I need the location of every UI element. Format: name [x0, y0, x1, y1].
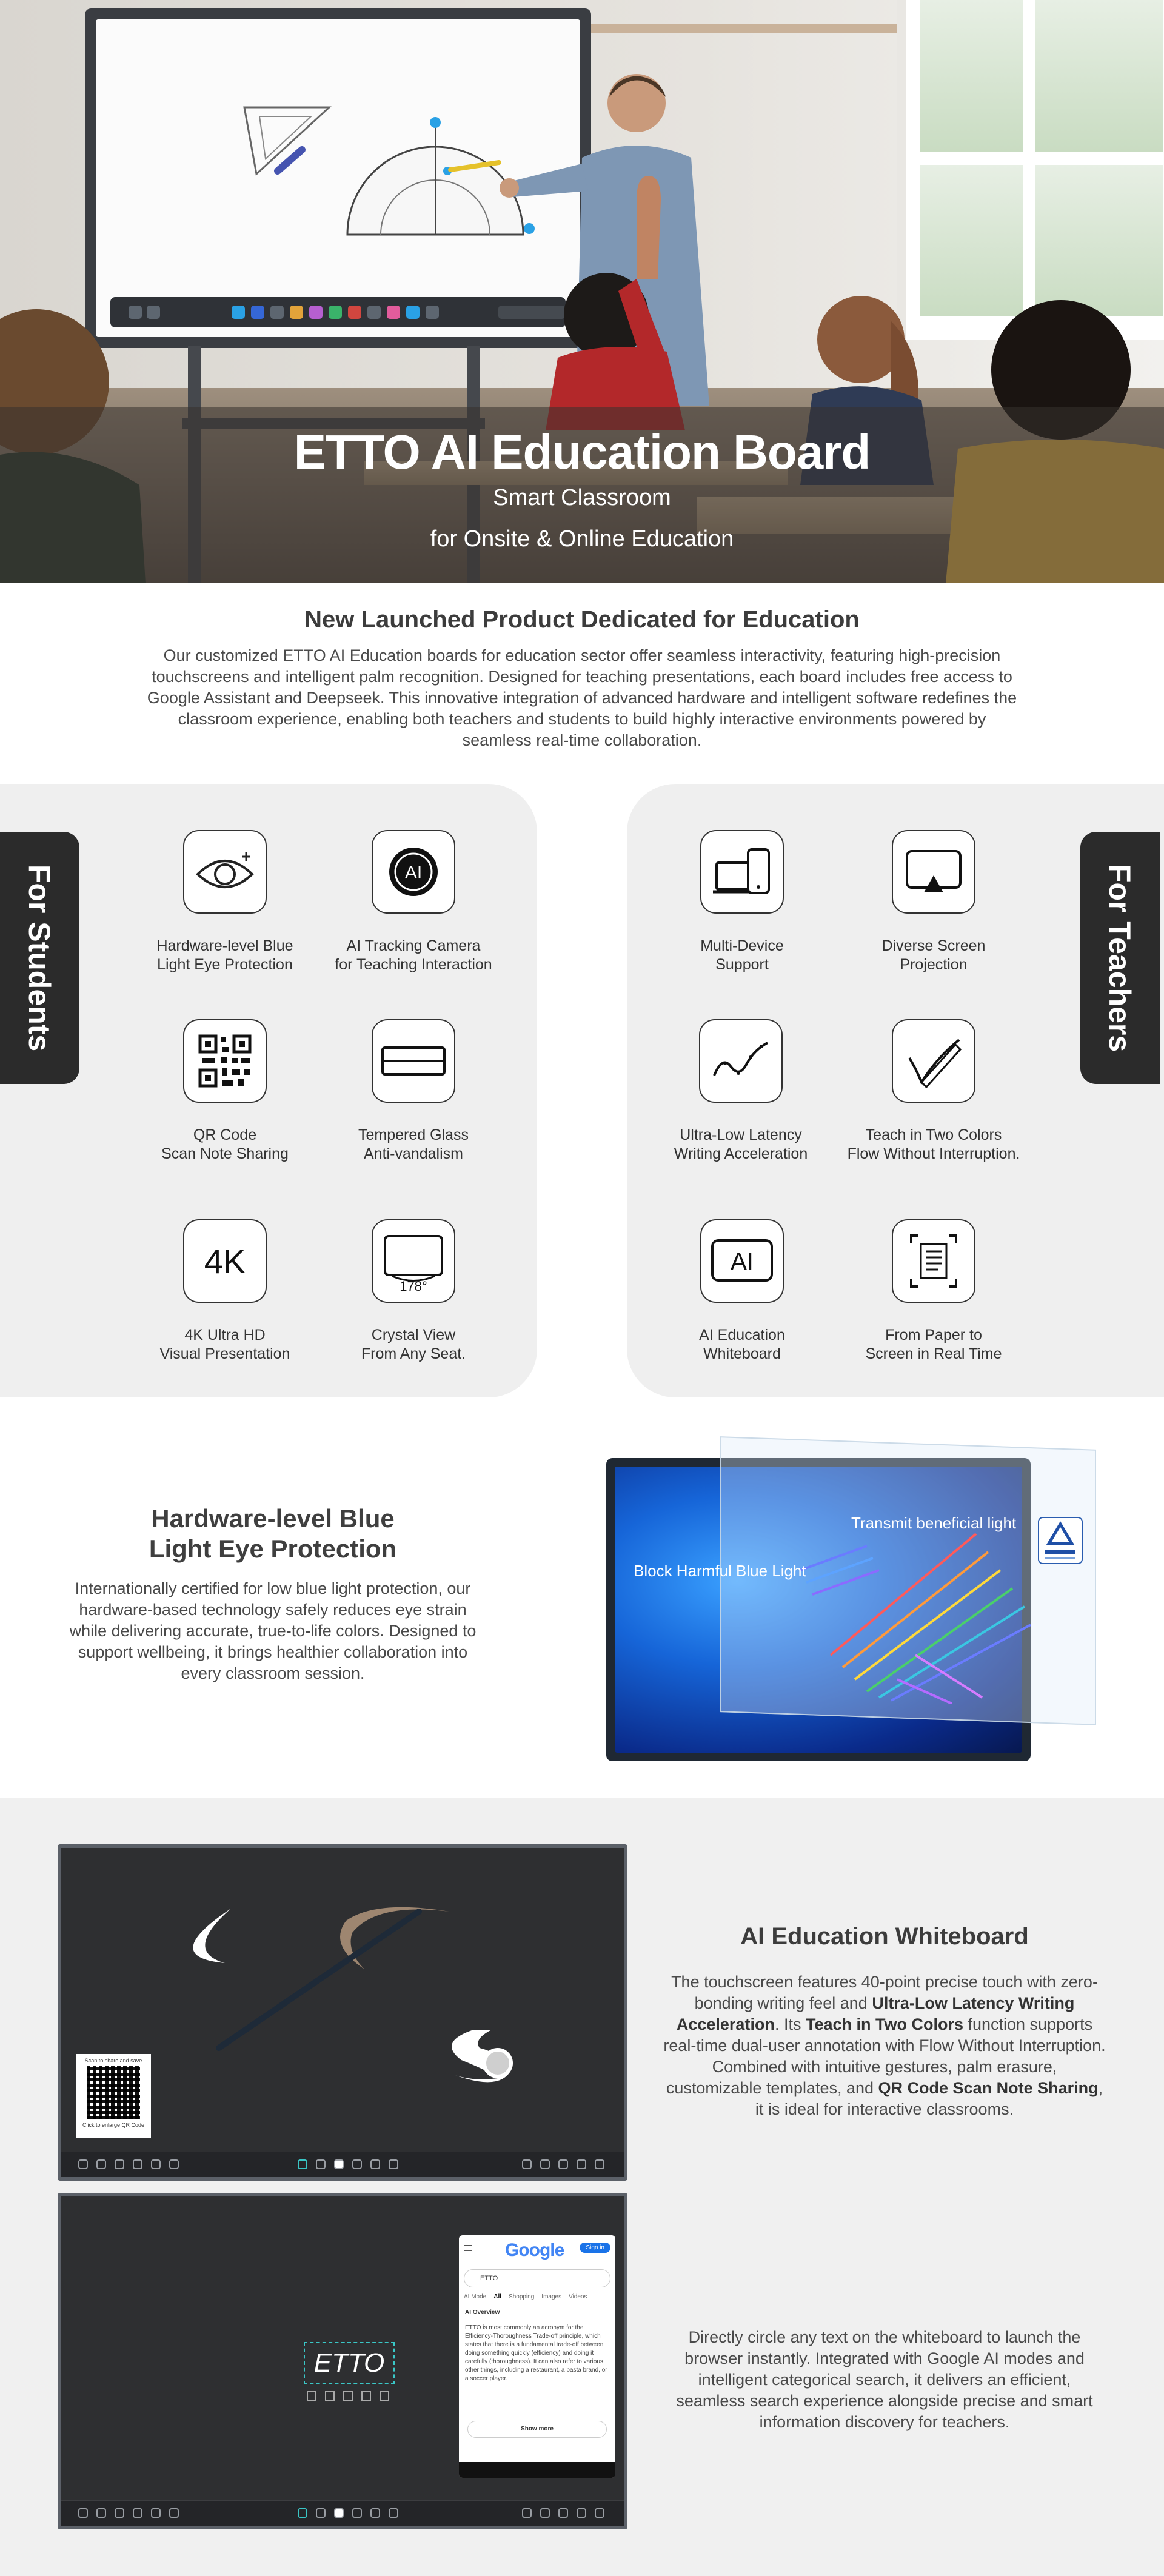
- multi-device-icon: [700, 830, 784, 914]
- bold-run: Teach in Two Colors: [805, 2015, 963, 2033]
- qr-share-card[interactable]: [76, 2054, 151, 2138]
- search-tabs: [464, 2293, 610, 2300]
- feature-label: Hardware-level Blue: [156, 937, 293, 954]
- toolbar-button[interactable]: [558, 2159, 568, 2169]
- text-run: , it is ideal for interactive classrooms.: [755, 2079, 1103, 2118]
- qr-code-icon: [87, 2066, 140, 2119]
- search-input[interactable]: ETTO: [464, 2269, 610, 2287]
- feature-multi-device: [651, 830, 833, 974]
- toolbar-button[interactable]: [78, 2159, 88, 2169]
- feature-ai-whiteboard: [651, 1219, 833, 1363]
- tab-for-students-label: For Students: [22, 864, 57, 1052]
- toolbar-button[interactable]: [558, 2508, 568, 2518]
- google-search-window: [459, 2235, 615, 2478]
- toolbar-button[interactable]: [595, 2159, 604, 2169]
- feature-label: QR Code: [193, 1126, 257, 1143]
- whiteboard-screen-1: [58, 1844, 627, 2181]
- hero-title: ETTO AI Education Board: [293, 425, 871, 479]
- feature-label: Multi-Device: [700, 937, 784, 954]
- ai-overview-answer: ETTO is most commonly an acronym for the Efficiency-Thoroughness Trade-off principle, which states that there is a fundamental trade-off between doing something quickly (efficiency) and doing it carefully (thoroughness). It can also refer to various other things, including a restaurant, a pasta brand, or a soccer player.: [465, 2324, 607, 2382]
- blue-light-title-line: Hardware-level Blue: [151, 1504, 395, 1533]
- browser-bottom-bar: [459, 2462, 615, 2478]
- intro-text: Our customized ETTO AI Education boards for education sector offer seamless interactivity, featuring high-precision touchscreens and intelligent palm recognition. Designed for teaching presentations, each board includes free access to Google Assistant and Deepseek. This innovative integration of advanced hardware and intelligent software redefines the classroom experience, enabling both teachers and students to build highly interactive environments powered by seamless real-time collaboration.: [147, 646, 1017, 749]
- toolbar-button[interactable]: [389, 2508, 398, 2518]
- hero-banner: [0, 0, 1164, 583]
- feature-label: for Teaching Interaction: [335, 956, 492, 973]
- feature-tempered-glass: [323, 1019, 504, 1163]
- certification-badge-icon: [1038, 1517, 1083, 1564]
- student-raising-hand: [546, 176, 740, 430]
- feature-label: Scan Note Sharing: [161, 1145, 289, 1162]
- hero-subtitle-1: Smart Classroom: [493, 485, 671, 510]
- google-logo: [505, 2240, 564, 2261]
- toolbar-button[interactable]: [169, 2159, 179, 2169]
- tempered-glass-icon: [372, 1019, 455, 1103]
- toolbar-button[interactable]: [169, 2508, 179, 2518]
- selection-menu-icon[interactable]: [304, 2389, 401, 2405]
- toolbar-button[interactable]: [78, 2508, 88, 2518]
- 178-icon-text: 178°: [400, 1279, 427, 1294]
- whiteboard-text-1: [663, 1972, 1106, 2120]
- blue-light-title-line: Light Eye Protection: [149, 1534, 397, 1563]
- feature-label: Crystal View: [371, 1326, 456, 1343]
- feature-4k: [134, 1219, 316, 1363]
- feature-label: Flow Without Interruption.: [847, 1145, 1020, 1162]
- toolbar-button[interactable]: [133, 2508, 142, 2518]
- qr-caption-2: Click to enlarge QR Code: [82, 2122, 145, 2128]
- toolbar-button[interactable]: [133, 2159, 142, 2169]
- whiteboard-title: AI Education Whiteboard: [740, 1923, 1029, 1950]
- screen-projection-icon: [892, 830, 975, 914]
- qr-code-icon: [183, 1019, 267, 1103]
- feature-label: 4K Ultra HD: [184, 1326, 266, 1343]
- toolbar-button[interactable]: [96, 2508, 106, 2518]
- tab-ai-mode[interactable]: AI Mode: [464, 2293, 487, 2300]
- toolbar-button[interactable]: [540, 2159, 550, 2169]
- blue-light-title: [67, 1504, 479, 1564]
- feature-label: Writing Acceleration: [674, 1145, 808, 1162]
- feature-paper-to-screen: [843, 1219, 1025, 1363]
- toolbar-button[interactable]: [334, 2508, 344, 2518]
- text-run: function supports real-time dual-user annotation with Flow Without Interruption. Combined with intuitive gestures, palm erasure, customizable templates, and: [663, 2015, 1106, 2097]
- ai-icon-text: AI: [404, 863, 423, 883]
- feature-label: Tempered Glass: [358, 1126, 469, 1143]
- feature-label: AI Tracking Camera: [346, 937, 481, 954]
- feature-label: Screen in Real Time: [865, 1345, 1002, 1362]
- toolbar-button[interactable]: [151, 2159, 161, 2169]
- toolbar-button[interactable]: [316, 2508, 326, 2518]
- tab-videos[interactable]: Videos: [569, 2293, 587, 2300]
- block-blue-light-label: Block Harmful Blue Light: [634, 1562, 806, 1580]
- ai-camera-icon: [372, 830, 455, 914]
- show-more-button[interactable]: Show more: [467, 2421, 607, 2438]
- feature-label: Anti-vandalism: [364, 1145, 463, 1162]
- menu-icon[interactable]: [464, 2245, 472, 2251]
- feature-label: Ultra-Low Latency: [680, 1126, 802, 1143]
- bold-run: QR Code Scan Note Sharing: [878, 2079, 1099, 2097]
- text-run: The touchscreen features 40-point precise touch with zero-bonding writing feel and: [671, 1973, 1098, 2012]
- feature-label: Whiteboard: [703, 1345, 781, 1362]
- toolbar-button[interactable]: [577, 2159, 586, 2169]
- feature-qr-code: [134, 1019, 316, 1163]
- wall-rail: [582, 24, 921, 33]
- 4k-icon-text: 4K: [204, 1242, 246, 1280]
- toolbar-button[interactable]: [96, 2159, 106, 2169]
- toolbar-button[interactable]: [115, 2508, 124, 2518]
- feature-label: Support: [715, 956, 769, 973]
- toolbar-button[interactable]: [316, 2159, 326, 2169]
- tab-for-teachers-label: For Teachers: [1103, 863, 1137, 1052]
- qr-caption: Scan to share and save: [84, 2058, 142, 2064]
- toolbar-button[interactable]: [577, 2508, 586, 2518]
- whiteboard-screen-2: [58, 2193, 627, 2529]
- tab-shopping[interactable]: Shopping: [509, 2293, 535, 2300]
- toolbar-button[interactable]: [352, 2159, 362, 2169]
- feature-blue-light: [134, 830, 316, 974]
- ai-board-icon-text: AI: [731, 1248, 754, 1275]
- toolbar-button[interactable]: [522, 2159, 532, 2169]
- two-colors-icon: [892, 1019, 975, 1103]
- tab-for-students: [0, 832, 79, 1084]
- feature-label: Light Eye Protection: [157, 956, 293, 973]
- toolbar-button[interactable]: [595, 2508, 604, 2518]
- feature-label: Projection: [900, 956, 968, 973]
- toolbar-button[interactable]: [151, 2508, 161, 2518]
- toolbar-button[interactable]: [389, 2159, 398, 2169]
- feature-crystal-view: [323, 1219, 504, 1363]
- text-run: . Its: [774, 2015, 806, 2033]
- ai-overview-heading: AI Overview: [465, 2309, 500, 2316]
- pen-tool-button[interactable]: [298, 2159, 307, 2169]
- feature-screen-projection: [843, 830, 1025, 974]
- pen-tool-button[interactable]: [298, 2508, 307, 2518]
- toolbar-button[interactable]: [370, 2508, 380, 2518]
- 4k-icon: [183, 1219, 267, 1303]
- tab-images[interactable]: Images: [541, 2293, 562, 2300]
- feature-label: From Paper to: [885, 1326, 982, 1343]
- circled-handwriting[interactable]: ETTO: [304, 2342, 395, 2384]
- feature-label: AI Education: [699, 1326, 785, 1343]
- toolbar-button[interactable]: [540, 2508, 550, 2518]
- whiteboard-text-2: Directly circle any text on the whiteboard to launch the browser instantly. Integrated with Google AI modes and intelligent categorical search, it delivers an efficient, seamless search experience alongside precise and smart information discovery for teachers.: [676, 2328, 1093, 2431]
- whiteboard-toolbar: [61, 2500, 624, 2526]
- toolbar-button[interactable]: [522, 2508, 532, 2518]
- tab-for-teachers: [1080, 832, 1160, 1084]
- feature-label: From Any Seat.: [361, 1345, 466, 1362]
- intro-title: New Launched Product Dedicated for Education: [304, 606, 860, 633]
- eye-protection-icon: [183, 830, 267, 914]
- crystal-view-icon: [372, 1219, 455, 1303]
- bold-run: Ultra-Low Latency Writing Acceleration: [676, 1994, 1075, 2033]
- low-latency-icon: [699, 1019, 783, 1103]
- feature-ai-camera: [323, 830, 504, 974]
- feature-label: Diverse Screen: [881, 937, 986, 954]
- ai-whiteboard-icon: [700, 1219, 784, 1303]
- feature-label: Visual Presentation: [159, 1345, 290, 1362]
- feature-two-colors: [843, 1019, 1025, 1163]
- toolbar-button[interactable]: [352, 2508, 362, 2518]
- toolbar-button[interactable]: [370, 2159, 380, 2169]
- transmit-light-label: Transmit beneficial light: [851, 1514, 1017, 1532]
- feature-label: Teach in Two Colors: [865, 1126, 1002, 1143]
- feature-low-latency: [650, 1019, 832, 1163]
- toolbar-button[interactable]: [334, 2159, 344, 2169]
- blue-light-text: Internationally certified for low blue light protection, our hardware-based technology safely reduces eye strain while delivering accurate, true-to-life colors. Designed to support wellbeing, it brings healthier collaboration into every classroom session.: [69, 1579, 477, 1682]
- tab-all[interactable]: All: [493, 2293, 502, 2300]
- toolbar-button[interactable]: [115, 2159, 124, 2169]
- sign-in-button[interactable]: Sign in: [580, 2243, 610, 2253]
- hero-subtitle-2: for Onsite & Online Education: [430, 526, 734, 552]
- google-logo-text: Google: [505, 2240, 564, 2260]
- paper-to-screen-icon: [892, 1219, 975, 1303]
- whiteboard-toolbar: [61, 2152, 624, 2177]
